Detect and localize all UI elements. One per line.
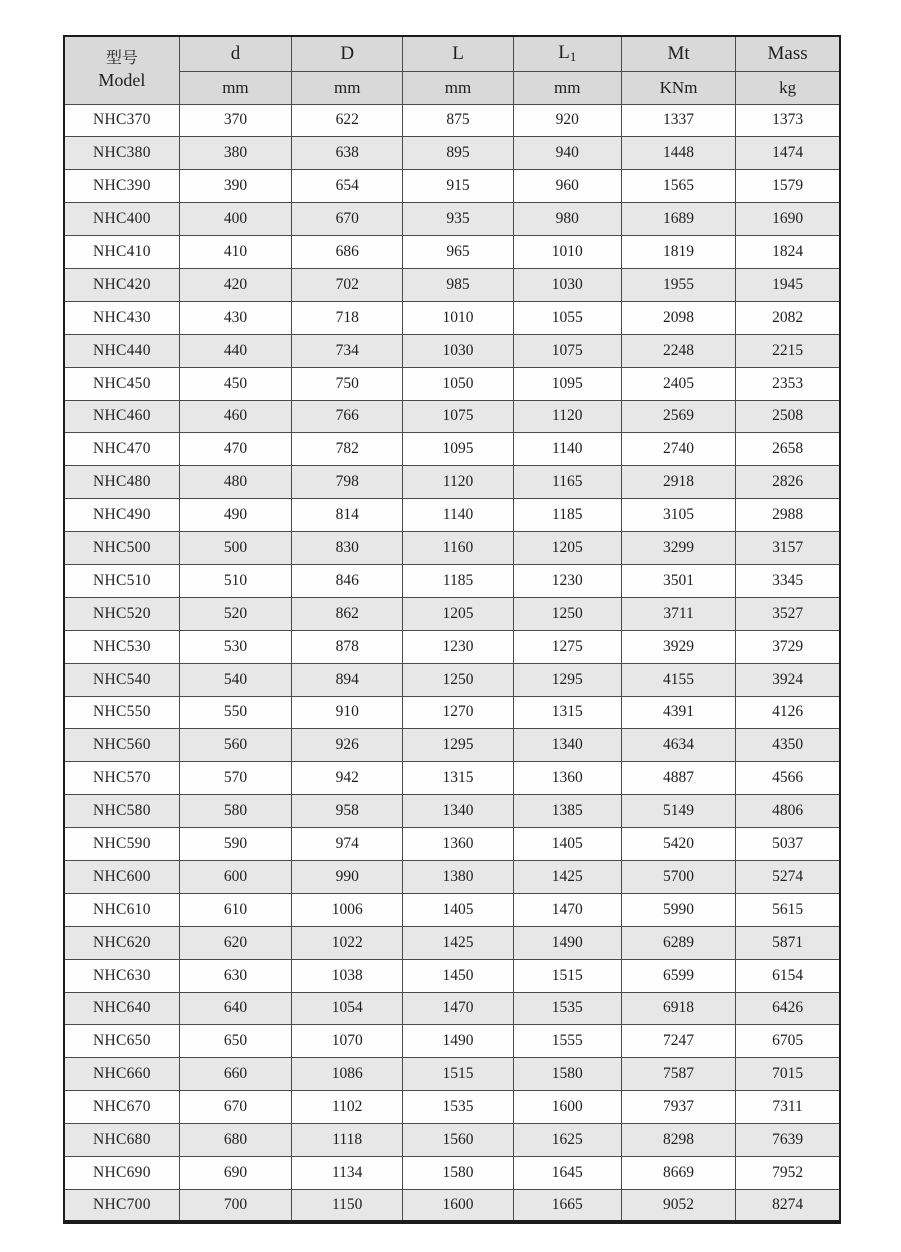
table-body [64,104,840,1222]
model-cell: NHC500 [64,532,179,565]
value-cell: 926 [292,729,403,762]
value-cell: 1360 [513,762,621,795]
column-header-Mass: Mass [736,36,840,71]
value-cell: 2569 [621,400,735,433]
value-cell: 450 [179,367,291,400]
value-cell: 2988 [736,499,840,532]
value-cell: 910 [292,696,403,729]
model-cell: NHC420 [64,268,179,301]
value-cell: 1373 [736,104,840,137]
value-cell: 1270 [403,696,513,729]
value-cell: 3105 [621,499,735,532]
value-cell: 1535 [513,992,621,1025]
value-cell: 4126 [736,696,840,729]
value-cell: 3345 [736,564,840,597]
value-cell: 3924 [736,663,840,696]
header-row-labels [64,36,840,71]
table-row [64,367,840,400]
value-cell: 985 [403,268,513,301]
table-row [64,762,840,795]
value-cell: 1645 [513,1157,621,1190]
table-row [64,729,840,762]
column-header-L1-subscript: 1 [569,49,577,65]
table-row [64,499,840,532]
value-cell: 1340 [513,729,621,762]
value-cell: 1380 [403,860,513,893]
value-cell: 4887 [621,762,735,795]
value-cell: 1315 [403,762,513,795]
value-cell: 7015 [736,1058,840,1091]
value-cell: 470 [179,433,291,466]
value-cell: 1515 [403,1058,513,1091]
value-cell: 370 [179,104,291,137]
value-cell: 1385 [513,795,621,828]
value-cell: 630 [179,959,291,992]
value-cell: 6705 [736,1025,840,1058]
table-row [64,104,840,137]
model-cell: NHC460 [64,400,179,433]
value-cell: 4806 [736,795,840,828]
value-cell: 1340 [403,795,513,828]
value-cell: 830 [292,532,403,565]
value-cell: 895 [403,137,513,170]
value-cell: 3929 [621,630,735,663]
value-cell: 1022 [292,926,403,959]
value-cell: 1140 [513,433,621,466]
table-row [64,532,840,565]
value-cell: 1448 [621,137,735,170]
value-cell: 814 [292,499,403,532]
value-cell: 500 [179,532,291,565]
value-cell: 1819 [621,236,735,269]
value-cell: 5990 [621,893,735,926]
value-cell: 1360 [403,828,513,861]
value-cell: 1625 [513,1124,621,1157]
value-cell: 1030 [513,268,621,301]
value-cell: 410 [179,236,291,269]
value-cell: 6154 [736,959,840,992]
model-cell: NHC480 [64,466,179,499]
value-cell: 640 [179,992,291,1025]
value-cell: 660 [179,1058,291,1091]
model-cell: NHC410 [64,236,179,269]
model-cell: NHC560 [64,729,179,762]
value-cell: 5871 [736,926,840,959]
value-cell: 1055 [513,301,621,334]
table-row [64,334,840,367]
value-cell: 1580 [513,1058,621,1091]
model-cell: NHC580 [64,795,179,828]
value-cell: 1490 [513,926,621,959]
model-cell: NHC510 [64,564,179,597]
value-cell: 1315 [513,696,621,729]
value-cell: 3299 [621,532,735,565]
table-row [64,597,840,630]
value-cell: 550 [179,696,291,729]
value-cell: 1665 [513,1189,621,1222]
value-cell: 530 [179,630,291,663]
column-header-model [64,36,179,104]
table-row [64,1058,840,1091]
model-cell: NHC660 [64,1058,179,1091]
value-cell: 1560 [403,1124,513,1157]
column-unit-Mt: KNm [621,71,735,104]
value-cell: 1010 [403,301,513,334]
value-cell: 942 [292,762,403,795]
model-cell: NHC600 [64,860,179,893]
value-cell: 1580 [403,1157,513,1190]
value-cell: 1230 [513,564,621,597]
model-cell: NHC400 [64,203,179,236]
value-cell: 734 [292,334,403,367]
value-cell: 570 [179,762,291,795]
value-cell: 1405 [403,893,513,926]
model-cell: NHC490 [64,499,179,532]
value-cell: 2098 [621,301,735,334]
value-cell: 4350 [736,729,840,762]
value-cell: 600 [179,860,291,893]
value-cell: 1295 [403,729,513,762]
value-cell: 400 [179,203,291,236]
value-cell: 1160 [403,532,513,565]
value-cell: 2215 [736,334,840,367]
table-row [64,860,840,893]
value-cell: 1102 [292,1091,403,1124]
value-cell: 2082 [736,301,840,334]
table-row [64,1124,840,1157]
value-cell: 4634 [621,729,735,762]
value-cell: 750 [292,367,403,400]
model-cell: NHC640 [64,992,179,1025]
value-cell: 6289 [621,926,735,959]
value-cell: 7937 [621,1091,735,1124]
value-cell: 1050 [403,367,513,400]
value-cell: 610 [179,893,291,926]
value-cell: 670 [292,203,403,236]
value-cell: 1075 [403,400,513,433]
value-cell: 960 [513,170,621,203]
value-cell: 935 [403,203,513,236]
value-cell: 1185 [403,564,513,597]
value-cell: 1275 [513,630,621,663]
model-cell: NHC700 [64,1189,179,1222]
value-cell: 1120 [403,466,513,499]
value-cell: 965 [403,236,513,269]
header-row-units [64,71,840,104]
value-cell: 670 [179,1091,291,1124]
value-cell: 1205 [513,532,621,565]
column-header-model-en: Model [98,70,146,90]
model-cell: NHC570 [64,762,179,795]
model-cell: NHC380 [64,137,179,170]
value-cell: 2353 [736,367,840,400]
value-cell: 654 [292,170,403,203]
table-row [64,630,840,663]
value-cell: 4566 [736,762,840,795]
value-cell: 1450 [403,959,513,992]
value-cell: 1470 [403,992,513,1025]
value-cell: 650 [179,1025,291,1058]
value-cell: 1150 [292,1189,403,1222]
value-cell: 1689 [621,203,735,236]
model-cell: NHC670 [64,1091,179,1124]
value-cell: 1250 [513,597,621,630]
value-cell: 1515 [513,959,621,992]
value-cell: 920 [513,104,621,137]
model-cell: NHC610 [64,893,179,926]
value-cell: 620 [179,926,291,959]
value-cell: 510 [179,564,291,597]
value-cell: 1120 [513,400,621,433]
value-cell: 1955 [621,268,735,301]
value-cell: 5149 [621,795,735,828]
table-row [64,137,840,170]
value-cell: 2508 [736,400,840,433]
dimension-spec-table [63,35,841,1224]
value-cell: 622 [292,104,403,137]
value-cell: 940 [513,137,621,170]
table-row [64,795,840,828]
value-cell: 1474 [736,137,840,170]
value-cell: 3157 [736,532,840,565]
value-cell: 1565 [621,170,735,203]
value-cell: 390 [179,170,291,203]
value-cell: 3729 [736,630,840,663]
table-row [64,203,840,236]
value-cell: 846 [292,564,403,597]
value-cell: 8274 [736,1189,840,1222]
value-cell: 680 [179,1124,291,1157]
value-cell: 8298 [621,1124,735,1157]
value-cell: 1600 [513,1091,621,1124]
value-cell: 2826 [736,466,840,499]
value-cell: 1095 [403,433,513,466]
value-cell: 5420 [621,828,735,861]
value-cell: 380 [179,137,291,170]
value-cell: 878 [292,630,403,663]
table-row [64,1189,840,1222]
table-row [64,926,840,959]
value-cell: 1405 [513,828,621,861]
value-cell: 520 [179,597,291,630]
value-cell: 686 [292,236,403,269]
value-cell: 1075 [513,334,621,367]
model-cell: NHC650 [64,1025,179,1058]
value-cell: 460 [179,400,291,433]
table-row [64,433,840,466]
value-cell: 490 [179,499,291,532]
value-cell: 1030 [403,334,513,367]
table-row [64,992,840,1025]
value-cell: 1010 [513,236,621,269]
value-cell: 1470 [513,893,621,926]
model-cell: NHC680 [64,1124,179,1157]
value-cell: 1337 [621,104,735,137]
value-cell: 1250 [403,663,513,696]
value-cell: 6426 [736,992,840,1025]
table-row [64,1091,840,1124]
value-cell: 1295 [513,663,621,696]
table-row [64,1025,840,1058]
value-cell: 3711 [621,597,735,630]
value-cell: 2918 [621,466,735,499]
table-header [64,36,840,104]
value-cell: 718 [292,301,403,334]
model-cell: NHC470 [64,433,179,466]
table-row [64,466,840,499]
value-cell: 915 [403,170,513,203]
value-cell: 3501 [621,564,735,597]
column-header-Mt: Mt [621,36,735,71]
model-cell: NHC390 [64,170,179,203]
column-header-model-cn: 型号 [105,50,138,67]
column-unit-D: mm [292,71,403,104]
value-cell: 862 [292,597,403,630]
table-row [64,301,840,334]
column-header-D: D [292,36,403,71]
value-cell: 1230 [403,630,513,663]
value-cell: 958 [292,795,403,828]
value-cell: 1185 [513,499,621,532]
value-cell: 480 [179,466,291,499]
value-cell: 1425 [403,926,513,959]
value-cell: 1165 [513,466,621,499]
value-cell: 990 [292,860,403,893]
value-cell: 782 [292,433,403,466]
column-header-L: L [403,36,513,71]
model-cell: NHC620 [64,926,179,959]
value-cell: 2740 [621,433,735,466]
table-row [64,696,840,729]
value-cell: 1134 [292,1157,403,1190]
model-cell: NHC440 [64,334,179,367]
value-cell: 5274 [736,860,840,893]
value-cell: 1086 [292,1058,403,1091]
value-cell: 420 [179,268,291,301]
table-row [64,959,840,992]
table-row [64,564,840,597]
model-cell: NHC370 [64,104,179,137]
value-cell: 1425 [513,860,621,893]
value-cell: 1140 [403,499,513,532]
model-cell: NHC520 [64,597,179,630]
value-cell: 7247 [621,1025,735,1058]
value-cell: 7952 [736,1157,840,1190]
value-cell: 798 [292,466,403,499]
value-cell: 1555 [513,1025,621,1058]
value-cell: 3527 [736,597,840,630]
value-cell: 1118 [292,1124,403,1157]
table-row [64,268,840,301]
column-header-L1-base: L [558,42,570,64]
model-cell: NHC550 [64,696,179,729]
value-cell: 6599 [621,959,735,992]
model-cell: NHC530 [64,630,179,663]
column-header-d: d [179,36,291,71]
value-cell: 5037 [736,828,840,861]
value-cell: 1070 [292,1025,403,1058]
value-cell: 1054 [292,992,403,1025]
value-cell: 4155 [621,663,735,696]
value-cell: 8669 [621,1157,735,1190]
value-cell: 2405 [621,367,735,400]
table-row [64,828,840,861]
value-cell: 894 [292,663,403,696]
value-cell: 580 [179,795,291,828]
value-cell: 6918 [621,992,735,1025]
column-unit-L: mm [403,71,513,104]
value-cell: 540 [179,663,291,696]
model-cell: NHC590 [64,828,179,861]
value-cell: 9052 [621,1189,735,1222]
value-cell: 690 [179,1157,291,1190]
column-header-L1 [513,36,621,71]
value-cell: 1006 [292,893,403,926]
table-row [64,236,840,269]
value-cell: 7639 [736,1124,840,1157]
value-cell: 7587 [621,1058,735,1091]
value-cell: 875 [403,104,513,137]
value-cell: 1095 [513,367,621,400]
value-cell: 5615 [736,893,840,926]
value-cell: 430 [179,301,291,334]
model-cell: NHC540 [64,663,179,696]
model-cell: NHC630 [64,959,179,992]
table-row [64,663,840,696]
value-cell: 1600 [403,1189,513,1222]
column-unit-d: mm [179,71,291,104]
table-row [64,170,840,203]
value-cell: 440 [179,334,291,367]
table-row [64,893,840,926]
value-cell: 590 [179,828,291,861]
value-cell: 2658 [736,433,840,466]
table-row [64,1157,840,1190]
value-cell: 4391 [621,696,735,729]
value-cell: 5700 [621,860,735,893]
value-cell: 974 [292,828,403,861]
value-cell: 700 [179,1189,291,1222]
column-unit-L1: mm [513,71,621,104]
value-cell: 980 [513,203,621,236]
value-cell: 1490 [403,1025,513,1058]
value-cell: 638 [292,137,403,170]
column-unit-Mass: kg [736,71,840,104]
value-cell: 2248 [621,334,735,367]
model-cell: NHC430 [64,301,179,334]
value-cell: 1038 [292,959,403,992]
value-cell: 702 [292,268,403,301]
table-row [64,400,840,433]
value-cell: 1579 [736,170,840,203]
value-cell: 1824 [736,236,840,269]
value-cell: 1690 [736,203,840,236]
value-cell: 766 [292,400,403,433]
value-cell: 560 [179,729,291,762]
model-cell: NHC690 [64,1157,179,1190]
value-cell: 7311 [736,1091,840,1124]
value-cell: 1535 [403,1091,513,1124]
model-cell: NHC450 [64,367,179,400]
value-cell: 1205 [403,597,513,630]
value-cell: 1945 [736,268,840,301]
